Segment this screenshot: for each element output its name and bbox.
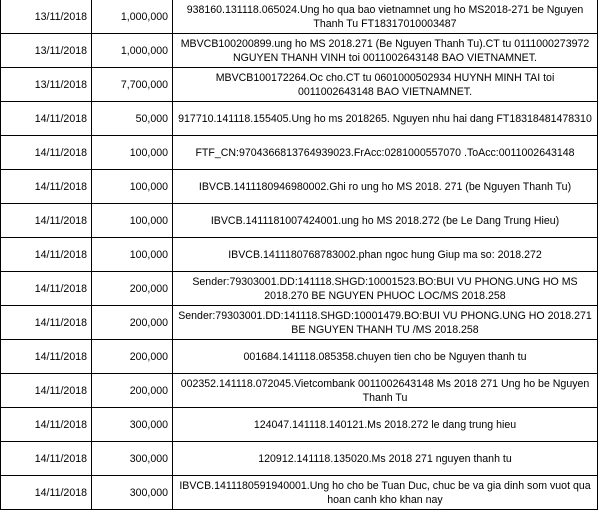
transaction-amount: 200,000 — [92, 306, 173, 340]
transaction-description: IBVCB.1411180946980002.Ghi ro ung ho MS 2018. 271 (be Nguyen Thanh Tu) — [173, 170, 598, 204]
transaction-description: 917710.141118.155405.Ung ho ms 2018265. Nguyen nhu hai dang FT18318481478310 — [173, 102, 598, 136]
transaction-amount: 100,000 — [92, 238, 173, 272]
transaction-date: 14/11/2018 — [1, 306, 92, 340]
transaction-date: 14/11/2018 — [1, 102, 92, 136]
transaction-description: Sender:79303001.DD:141118.SHGD:10001523.BO:BUI VU PHONG.UNG HO MS 2018.270 BE NGUYEN PHUOC LOC/MS 2018.258 — [173, 272, 598, 306]
table-row — [1, 340, 598, 374]
transaction-description: MBVCB100200899.ung ho MS 2018.271 (Be Nguyen Thanh Tu).CT tu 0111000273972 NGUYEN THANH VINH toi 0011002643148 BAO VIETNAMNET. — [173, 34, 598, 68]
transaction-description: IBVCB.1411180768783002.phan ngoc hung Giup ma so: 2018.272 — [173, 238, 598, 272]
transaction-description: Sender:79303001.DD:141118.SHGD:10001479.BO:BUI VU PHONG.UNG HO 2018.271 BE NGUYEN THANH TU /MS 2018.258 — [173, 306, 598, 340]
transaction-description: IBVCB.1411180591940001.Ung ho cho be Tuan Duc, chuc be va gia dinh som vuot qua hoan canh kho khan nay — [173, 476, 598, 510]
transaction-amount: 1,000,000 — [92, 0, 173, 34]
transaction-date: 14/11/2018 — [1, 442, 92, 476]
transaction-amount: 300,000 — [92, 442, 173, 476]
table-row — [1, 306, 598, 340]
transaction-amount: 7,700,000 — [92, 68, 173, 102]
transaction-amount: 100,000 — [92, 170, 173, 204]
transaction-amount: 50,000 — [92, 102, 173, 136]
transaction-description: 001684.141118.085358.chuyen tien cho be Nguyen thanh tu — [173, 340, 598, 374]
transaction-table-body — [1, 0, 598, 510]
transaction-description: IBVCB.1411181007424001.ung ho MS 2018.272 (be Le Dang Trung Hieu) — [173, 204, 598, 238]
transaction-amount: 200,000 — [92, 272, 173, 306]
transaction-amount: 300,000 — [92, 408, 173, 442]
transaction-date: 13/11/2018 — [1, 68, 92, 102]
transaction-date: 14/11/2018 — [1, 272, 92, 306]
transaction-date: 13/11/2018 — [1, 0, 92, 34]
table-row — [1, 102, 598, 136]
transaction-date: 14/11/2018 — [1, 374, 92, 408]
transaction-amount: 300,000 — [92, 476, 173, 510]
transaction-amount: 1,000,000 — [92, 34, 173, 68]
transaction-description: 120912.141118.135020.Ms 2018 271 nguyen thanh tu — [173, 442, 598, 476]
table-row — [1, 408, 598, 442]
table-row — [1, 476, 598, 510]
transaction-date: 14/11/2018 — [1, 340, 92, 374]
transaction-description: MBVCB100172264.Oc cho.CT tu 0601000502934 HUYNH MINH TAI toi 0011002643148 BAO VIETNAMNET. — [173, 68, 598, 102]
table-row — [1, 272, 598, 306]
transaction-date: 14/11/2018 — [1, 238, 92, 272]
transaction-amount: 200,000 — [92, 374, 173, 408]
transaction-date: 14/11/2018 — [1, 476, 92, 510]
transaction-description: FTF_CN:9704366813764939023.FrAcc:0281000557070 .ToAcc:0011002643148 — [173, 136, 598, 170]
table-row — [1, 374, 598, 408]
table-row — [1, 68, 598, 102]
transaction-date: 14/11/2018 — [1, 204, 92, 238]
transaction-amount: 100,000 — [92, 204, 173, 238]
transaction-date: 14/11/2018 — [1, 408, 92, 442]
transaction-date: 14/11/2018 — [1, 170, 92, 204]
table-row — [1, 204, 598, 238]
transaction-date: 14/11/2018 — [1, 136, 92, 170]
table-row — [1, 442, 598, 476]
transaction-description: 002352.141118.072045.Vietcombank 0011002643148 Ms 2018 271 Ung ho be Nguyen Thanh Tu — [173, 374, 598, 408]
table-row — [1, 238, 598, 272]
transaction-date: 13/11/2018 — [1, 34, 92, 68]
table-row — [1, 136, 598, 170]
transaction-description: 124047.141118.140121.Ms 2018.272 le dang trung hieu — [173, 408, 598, 442]
table-row — [1, 170, 598, 204]
transaction-amount: 100,000 — [92, 136, 173, 170]
transaction-description: 938160.131118.065024.Ung ho qua bao vietnamnet ung ho MS2018-271 be Nguyen Thanh Tu FT18317010003487 — [173, 0, 598, 34]
table-row — [1, 34, 598, 68]
table-row — [1, 0, 598, 34]
transaction-amount: 200,000 — [92, 340, 173, 374]
